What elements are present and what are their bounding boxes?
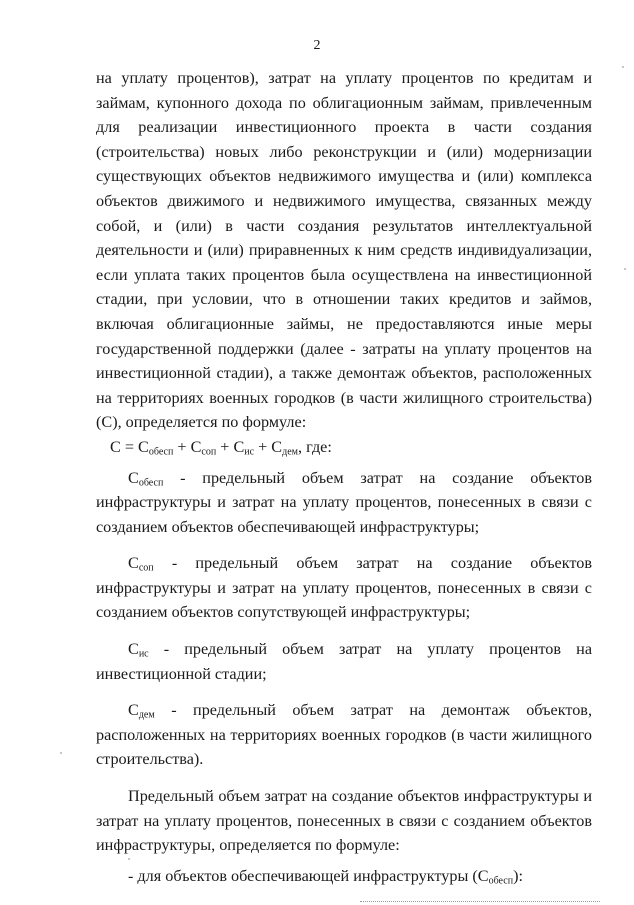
intro-paragraph: на уплату процентов), затрат на уплату процентов по кредитам и займам, купонного дохода по облигационным займам, привлеченным для реализации инвестиционного проекта в части создания (строительства) новых либо реконструкции и (или) модернизации существующих объектов недвижимого имущества и (или) комплекса объектов движимого и недвижимого имущества, связанных между собой, и (или) в части создания результатов интеллектуальной деятельности и (или) приравненных к ним средств индивидуализации, если уплата таких процентов была осуществлена на инвестиционной стадии, при условии, что в отношении таких кредитов и займов, включая облигационные займы, не предоставляются иные меры государственной поддержки (далее - затраты на уплату процентов на инвестиционной стадии), а также демонтаж объектов, расположенных на территориях военных городков (в части жилищного строительства) (С), определяется по формуле: [96,69,592,432]
list-item-obesp: - для объектов обеспечивающей инфраструктуры $(С_{обесп})$: [128,866,523,887]
page-number: 2 [313,38,321,53]
scan-speck [128,858,130,860]
definition-c-dem: $С_{дем}$ - предельный объем затрат на демонтаж объектов, расположенных на территориях военных городков (в части жилищного строительства). [96,701,592,769]
document-body [96,66,592,888]
scan-speck [60,752,62,754]
definition-c-obesp: $С_{обесп}$ - предельный объем затрат на создание объектов инфраструктуры и затрат на уплату процентов, понесенных в связи с созданием объектов обеспечивающей инфраструктуры; [96,468,592,536]
limit-cost-paragraph: Предельный объем затрат на создание объектов инфраструктуры и затрат на уплату процентов, понесенных в связи с созданием объектов инфраструктуры, определяется по формуле: [96,787,592,855]
definition-c-is: $С_{ис}$ - предельный объем затрат на уплату процентов на инвестиционной стадии; [96,640,592,683]
definition-c-sop: $С_{соп}$ - предельный объем затрат на создание объектов инфраструктуры и затрат на уплату процентов, понесенных в связи с созданием объектов сопутствующей инфраструктуры; [96,554,592,622]
total-cost-formula: $С = С_{обесп} + С_{соп} + С_{ис} + С_{дем}$, где: [110,437,332,458]
scan-speck [622,66,624,68]
scan-speck [624,268,626,270]
scan-edge-line [360,901,600,902]
